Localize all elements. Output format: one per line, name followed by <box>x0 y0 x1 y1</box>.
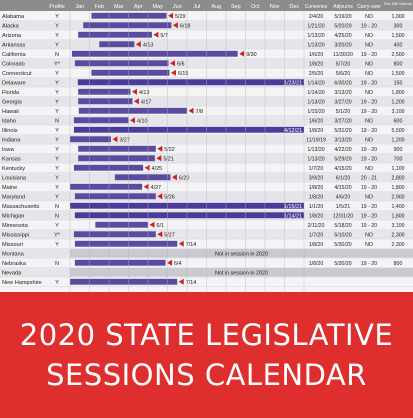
header-month-11: Dec <box>289 4 300 10</box>
carryover-cell: NO <box>365 42 373 49</box>
deadline-flag <box>179 241 184 247</box>
header-carryover: Carry-over <box>357 4 381 10</box>
carryover-cell: NO <box>365 194 373 201</box>
convenes-cell: 1/8/20 <box>308 194 324 201</box>
state-label: Georgia <box>2 99 22 106</box>
session-bar <box>74 165 143 171</box>
session-bar <box>91 70 169 76</box>
state-label: Missouri <box>2 242 23 249</box>
state-label: Massachusetts <box>2 204 40 211</box>
carryover-cell: NO <box>365 242 373 249</box>
convenes-cell: 1/6/20 <box>308 118 324 125</box>
deadline-flag <box>132 89 137 95</box>
session-bar <box>75 241 177 247</box>
session-bar <box>95 222 148 228</box>
prefile-cell: Y <box>55 280 59 287</box>
header-month-2: Mar <box>114 4 124 10</box>
session-bar <box>70 184 142 190</box>
adjourns-cell: 5/30/20 <box>334 261 352 268</box>
volume-cell: 1,500 <box>391 71 405 78</box>
session-bar <box>78 89 130 95</box>
prefile-cell: N <box>55 213 59 220</box>
header-month-10: Nov <box>269 4 280 10</box>
volume-cell: 900 <box>393 147 403 154</box>
deadline-label: 6/20 <box>178 175 190 182</box>
carryover-cell: NO <box>365 14 373 21</box>
adjourns-cell: 6/30/20 <box>334 80 352 87</box>
session-bar <box>74 117 129 123</box>
carryover-cell: NO <box>365 166 373 173</box>
deadline-label: 5/7 <box>160 33 168 40</box>
convenes-cell: 3/9/20 <box>308 175 324 182</box>
volume-cell: 800 <box>393 261 403 268</box>
volume-cell: 2,900 <box>391 194 405 201</box>
carryover-cell: 19 - 20 <box>360 80 378 87</box>
volume-cell: 1,000 <box>391 14 405 21</box>
carryover-cell: 19 - 20 <box>360 261 378 268</box>
deadline-label: 7/14 <box>185 280 197 287</box>
header-month-0: Jan <box>75 4 85 10</box>
header-adjourns: Adjourns <box>333 4 353 10</box>
carryover-cell: 19 - 20 <box>360 223 378 230</box>
deadline-flag <box>239 51 244 57</box>
header-month-3: Apr <box>133 4 143 10</box>
carryover-cell: 19 - 20 <box>360 99 378 106</box>
volume-cell: 400 <box>393 42 403 49</box>
volume-cell: 2,300 <box>391 242 405 249</box>
adjourns-cell: 5/30/20 <box>334 242 352 249</box>
adjourns-cell: 1/5/21 <box>335 204 351 211</box>
adjourns-cell: 3/13/20 <box>334 90 352 97</box>
convenes-cell: 11/19/19 <box>306 137 326 144</box>
convenes-cell: 1/8/20 <box>308 213 324 220</box>
volume-cell: 700 <box>393 156 403 163</box>
volume-cell: 2,800 <box>391 175 405 182</box>
state-label: Arizona <box>2 33 21 40</box>
prefile-cell: Y <box>55 80 59 87</box>
deadline-label: 4/13 <box>142 42 154 49</box>
state-label: Kansas <box>2 156 21 163</box>
session-bar <box>70 279 177 285</box>
prefile-cell: Y <box>55 166 59 173</box>
session-bar <box>74 127 304 133</box>
carryover-cell: 19 - 20 <box>360 156 378 163</box>
adjourns-cell: 5/31/20 <box>334 128 352 135</box>
state-label: Delaware <box>2 80 26 87</box>
deadline-label: 9/30 <box>246 52 257 59</box>
adjourns-cell: 5/6/20 <box>335 71 351 78</box>
prefile-cell: Y <box>55 23 59 30</box>
volume-cell: 1,100 <box>391 166 405 173</box>
carryover-cell: 19 - 20 <box>360 147 378 154</box>
prefile-cell: Y <box>55 33 59 40</box>
state-label: Louisiana <box>2 175 26 182</box>
volume-cell: 1,200 <box>391 99 405 106</box>
not-in-session-note: Not in session in 2020 <box>214 270 269 277</box>
header-month-8: Sep <box>230 4 241 10</box>
adjourns-cell: 5/19/20 <box>334 14 352 21</box>
adjourns-cell: 6/1/20 <box>335 175 351 182</box>
convenes-cell: 1/21/20 <box>307 23 325 30</box>
convenes-cell: 1/13/20 <box>307 99 325 106</box>
volume-cell: 2,500 <box>391 52 405 59</box>
convenes-cell: 1/13/20 <box>307 156 325 163</box>
deadline-label: 5/26 <box>164 194 175 201</box>
prefile-cell: Y <box>55 242 59 249</box>
state-label: Iowa <box>2 147 14 154</box>
state-label: Minnesota <box>2 223 28 230</box>
state-label: Indiana <box>2 137 21 144</box>
session-bar <box>78 79 304 85</box>
prefile-cell: N <box>55 52 59 59</box>
adjourns-cell: 5/7/20 <box>335 61 351 68</box>
convenes-cell: 1/8/20 <box>308 61 324 68</box>
prefile-cell: Y <box>55 147 59 154</box>
deadline-flag <box>171 70 176 76</box>
deadline-label: 5/22 <box>164 147 175 154</box>
state-label: California <box>2 52 26 59</box>
deadline-label: 6/18 <box>179 23 191 30</box>
session-bar <box>75 212 304 218</box>
carryover-cell: 20 - 21 <box>360 175 378 182</box>
deadline-label: 5/21 <box>163 156 174 163</box>
state-label: Florida <box>2 90 20 97</box>
prefile-cell: Y* <box>54 232 60 239</box>
volume-cell: 1,400 <box>391 204 405 211</box>
volume-cell: 1,800 <box>391 90 405 97</box>
convenes-cell: 1/7/20 <box>308 166 324 173</box>
prefile-cell: Y <box>55 109 59 116</box>
carryover-cell: 19 - 20 <box>360 52 378 59</box>
adjourns-cell: 5/29/20 <box>334 156 352 163</box>
volume-cell: 1,800 <box>391 185 405 192</box>
convenes-cell: 1/8/20 <box>308 185 324 192</box>
carryover-cell: 19 - 20 <box>360 204 378 211</box>
session-bar <box>72 51 238 57</box>
header-prefile: Prefile <box>49 4 65 10</box>
title-banner <box>0 292 413 418</box>
volume-cell: 150 <box>393 80 403 87</box>
deadline-flag <box>145 165 150 171</box>
carryover-cell: NO <box>365 61 373 68</box>
deadline-label: 4/13 <box>138 90 150 97</box>
convenes-cell: 1/13/20 <box>307 42 325 49</box>
session-end-label: 4/12/21 <box>284 128 302 135</box>
state-label: Alabama <box>2 14 25 21</box>
carryover-cell: NO <box>365 118 373 125</box>
convenes-cell: 1/8/20 <box>308 128 324 135</box>
carryover-cell: 19 - 20 <box>360 185 378 192</box>
volume-cell: 1,500 <box>391 33 405 40</box>
state-label: Maryland <box>2 194 26 201</box>
header-month-5: Jun <box>172 4 182 10</box>
state-label: Maine <box>2 185 18 192</box>
state-label: Connecticut <box>2 71 32 78</box>
state-label: Arkansas <box>2 42 26 49</box>
deadline-flag <box>189 108 194 114</box>
prefile-cell: N <box>55 118 59 125</box>
volume-cell: 2,300 <box>391 232 405 239</box>
session-end-label: 1/15/21 <box>284 204 302 211</box>
adjourns-cell: 5/18/20 <box>334 223 352 230</box>
state-label: Kentucky <box>2 166 26 173</box>
session-bar <box>99 41 134 47</box>
deadline-label: 4/27 <box>150 185 162 192</box>
convenes-cell: 1/13/20 <box>307 147 325 154</box>
prefile-cell: Y <box>55 42 59 49</box>
deadline-flag <box>179 279 184 285</box>
deadline-label: 5/27 <box>164 232 175 239</box>
deadline-label: 4/25 <box>151 166 163 173</box>
header-bill-volume: Est. Bill Volume <box>384 1 412 6</box>
convenes-cell: 1/6/20 <box>308 52 324 59</box>
carryover-cell: NO <box>365 232 373 239</box>
carryover-cell: 19 - 20 <box>360 213 378 220</box>
volume-cell: 5,500 <box>391 128 405 135</box>
adjourns-cell: 4/6/20 <box>335 194 351 201</box>
banner-title-line-2: SESSIONS CALENDAR <box>46 358 367 392</box>
session-bar <box>74 231 156 237</box>
adjourns-cell: 3/13/20 <box>334 137 352 144</box>
deadline-label: 6/6 <box>176 61 185 68</box>
header-month-6: Jul <box>193 4 201 10</box>
state-label: Nebraska <box>2 261 26 268</box>
state-label: Alaska <box>2 23 19 30</box>
prefile-cell: Y <box>55 99 59 106</box>
adjourns-cell: 11/30/20 <box>333 52 353 59</box>
session-end-label: 1/14/21 <box>284 213 302 220</box>
adjourns-cell: 4/15/20 <box>334 166 352 173</box>
state-label: Colorado <box>2 61 25 68</box>
session-bar <box>78 32 152 38</box>
state-label: New Hampshire <box>2 280 42 287</box>
session-bar <box>75 260 166 266</box>
adjourns-cell: 4/15/20 <box>334 185 352 192</box>
adjourns-cell: 5/1/20 <box>335 109 351 116</box>
volume-cell: 1,800 <box>391 213 405 220</box>
adjourns-cell: 3/27/20 <box>334 99 352 106</box>
carryover-cell: NO <box>365 137 373 144</box>
prefile-cell: Y <box>55 194 59 201</box>
deadline-label: 5/29 <box>175 14 186 21</box>
session-bar <box>75 60 169 66</box>
convenes-cell: 2/4/20 <box>308 14 324 21</box>
session-bar <box>115 174 171 180</box>
deadline-flag <box>157 146 162 152</box>
convenes-cell: 1/15/20 <box>307 109 325 116</box>
session-bar <box>75 193 156 199</box>
prefile-cell: Y <box>55 14 59 21</box>
prefile-cell: Y* <box>54 61 60 68</box>
carryover-cell: 19 - 20 <box>360 109 378 116</box>
volume-cell: 3,100 <box>391 223 405 230</box>
prefile-cell: Y <box>55 71 59 78</box>
prefile-cell: Y <box>55 90 59 97</box>
adjourns-cell: 4/25/20 <box>334 33 352 40</box>
state-label: Michigan <box>2 213 25 220</box>
convenes-cell: 1/8/20 <box>308 242 324 249</box>
state-label: Montana <box>2 251 24 258</box>
state-label: Mississippi <box>2 232 30 239</box>
deadline-flag <box>150 222 155 228</box>
banner-title-line-1: 2020 STATE LEGISLATIVE <box>19 318 394 352</box>
prefile-cell: Y <box>55 185 59 192</box>
state-label: Nevada <box>2 270 22 277</box>
convenes-cell: 2/11/20 <box>307 223 325 230</box>
carryover-cell: 19 - 20 <box>360 128 378 135</box>
prefile-cell: Y <box>55 128 59 135</box>
prefile-cell: Y <box>55 156 59 163</box>
adjourns-cell: 3/20/20 <box>334 42 352 49</box>
deadline-label: 4/17 <box>140 99 152 106</box>
deadline-label: 3/27 <box>119 137 130 144</box>
volume-cell: 3,100 <box>391 109 405 116</box>
prefile-cell: Y <box>55 137 59 144</box>
convenes-cell: 1/7/20 <box>308 232 324 239</box>
adjourns-cell: 5/10/20 <box>334 232 352 239</box>
carryover-cell: 19 - 20 <box>360 23 378 30</box>
deadline-flag <box>168 13 173 19</box>
convenes-cell: 2/5/20 <box>308 71 324 78</box>
convenes-cell: 1/14/20 <box>307 80 325 87</box>
convenes-cell: 1/1/20 <box>308 204 324 211</box>
header-month-9: Oct <box>250 4 260 10</box>
prefile-cell: Y <box>55 223 59 230</box>
session-bar <box>78 98 132 104</box>
prefile-cell: N <box>55 204 59 211</box>
prefile-cell: Y <box>55 175 59 182</box>
header-convenes: Convenes <box>304 4 328 10</box>
session-bar <box>70 136 111 142</box>
state-label: Hawaii <box>2 109 19 116</box>
carryover-cell: NO <box>365 71 373 78</box>
deadline-label: 6/1 <box>156 223 164 230</box>
convenes-cell: 1/8/20 <box>308 261 324 268</box>
convenes-cell: 1/14/20 <box>307 90 325 97</box>
adjourns-cell: 4/22/20 <box>334 147 352 154</box>
deadline-label: 6/4 <box>174 261 182 268</box>
prefile-cell: N <box>55 261 59 268</box>
volume-cell: 600 <box>393 118 403 125</box>
deadline-flag <box>167 260 172 266</box>
deadline-label: 7/14 <box>185 242 197 249</box>
session-bar <box>78 146 156 152</box>
convenes-cell: 1/13/20 <box>307 33 325 40</box>
session-bar <box>83 22 171 28</box>
carryover-cell: NO <box>365 33 373 40</box>
header-month-7: Aug <box>211 4 222 10</box>
deadline-label: 7/8 <box>195 109 203 116</box>
volume-cell: 1,200 <box>391 137 405 144</box>
not-in-session-note: Not in session in 2020 <box>214 251 269 258</box>
session-end-label: 1/23/21 <box>284 80 302 87</box>
header-month-1: Feb <box>94 4 104 10</box>
volume-cell: 800 <box>393 61 403 68</box>
state-label: Idaho <box>2 118 16 125</box>
adjourns-cell: 12/31/20 <box>332 213 354 220</box>
deadline-label: 6/15 <box>177 71 189 78</box>
adjourns-cell: 3/27/20 <box>334 118 352 125</box>
carryover-cell: NO <box>365 90 373 97</box>
deadline-flag <box>153 32 158 38</box>
state-label: Illinois <box>2 128 18 135</box>
session-bar <box>91 13 166 19</box>
deadline-label: 4/10 <box>137 118 148 125</box>
adjourns-cell: 5/20/20 <box>334 23 352 30</box>
volume-cell: 300 <box>393 23 403 30</box>
session-bar <box>79 108 187 114</box>
header-month-4: May <box>152 4 163 10</box>
